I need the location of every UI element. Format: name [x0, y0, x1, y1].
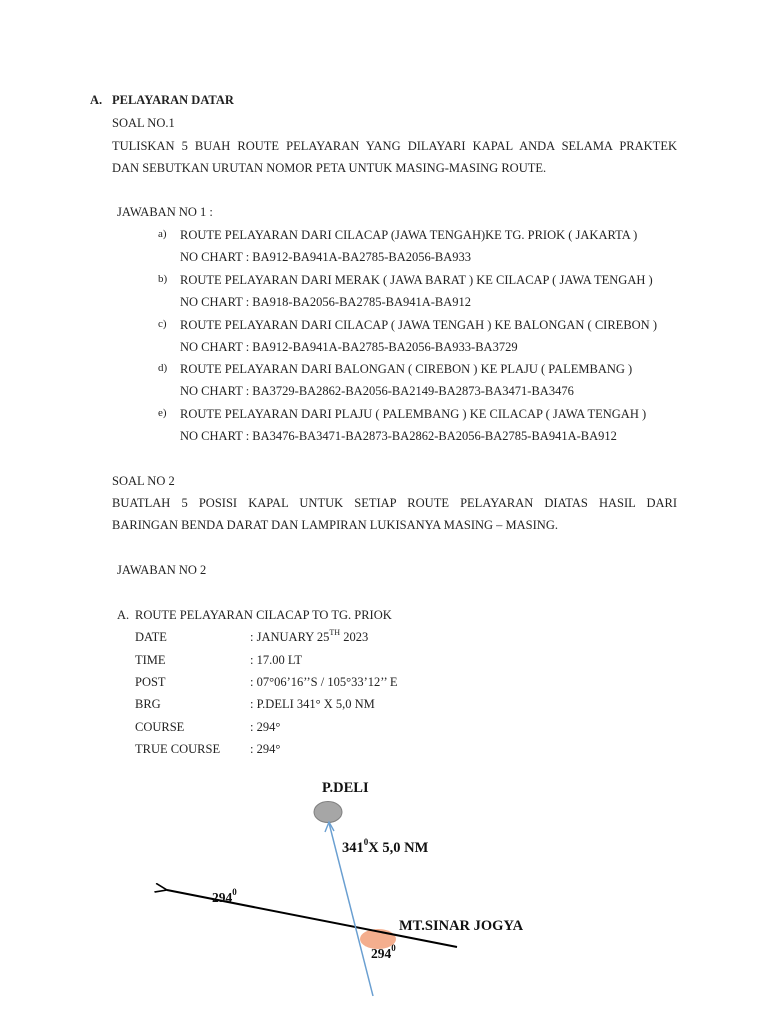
- section-title: PELAYARAN DATAR: [112, 93, 234, 107]
- list-item-chart: NO CHART : BA3729-BA2862-BA2056-BA2149-BA2873-BA3471-BA3476: [180, 384, 574, 398]
- list-item-marker: a): [158, 228, 167, 240]
- list-item-marker: d): [158, 362, 168, 374]
- list-item-chart: NO CHART : BA912-BA941A-BA2785-BA2056-BA933: [180, 250, 472, 264]
- ship-course-label: $294^0$: [371, 943, 396, 961]
- field-value-post: : 07°06’16’’S / 105°33’12’’ E: [250, 675, 398, 689]
- field-key-true-course: TRUE COURSE: [135, 742, 221, 756]
- field-key-course: COURSE: [135, 720, 185, 734]
- list-item-route: ROUTE PELAYARAN DARI PLAJU ( PALEMBANG ) KE CILACAP ( JAWA TENGAH ): [180, 407, 647, 421]
- list-item-marker: c): [158, 318, 167, 330]
- field-value-course: : 294°: [250, 720, 281, 734]
- field-value-true-course: : 294°: [250, 742, 281, 756]
- list-item-route: ROUTE PELAYARAN DARI CILACAP (JAWA TENGAH)KE TG. PRIOK ( JAKARTA ): [180, 228, 638, 242]
- list-item-route: ROUTE PELAYARAN DARI MERAK ( JAWA BARAT ) KE CILACAP ( JAWA TENGAH ): [180, 273, 653, 287]
- field-value-brg: : P.DELI 341° X 5,0 NM: [250, 697, 375, 711]
- field-key-brg: BRG: [135, 697, 161, 711]
- field-key-date: DATE: [135, 630, 167, 644]
- jawaban2-label: JAWABAN NO 2: [117, 563, 207, 577]
- list-item-route: ROUTE PELAYARAN DARI CILACAP ( JAWA TENGAH ) KE BALONGAN ( CIREBON ): [180, 318, 658, 332]
- section-letter: A.: [90, 93, 103, 107]
- landmark-label: P.DELI: [322, 780, 369, 796]
- soal2-line-2: BARINGAN BENDA DARAT DAN LAMPIRAN LUKISANYA MASING – MASING.: [112, 518, 558, 532]
- soal1-label: SOAL NO.1: [112, 116, 175, 130]
- soal1-line-1: TULISKAN 5 BUAH ROUTE PELAYARAN YANG DILAYARI KAPAL ANDA SELAMA PRAKTEK: [112, 139, 677, 153]
- route-marker: A.: [117, 608, 130, 622]
- list-item-route: ROUTE PELAYARAN DARI BALONGAN ( CIREBON ) KE PLAJU ( PALEMBANG ): [180, 362, 633, 376]
- jawaban1-label: JAWABAN NO 1 :: [117, 205, 213, 219]
- list-item-marker: e): [158, 407, 167, 419]
- field-key-post: POST: [135, 675, 166, 689]
- ship-label: MT.SINAR JOGYA: [399, 918, 524, 934]
- landmark-marker: [314, 802, 342, 823]
- list-item-chart: NO CHART : BA918-BA2056-BA2785-BA941A-BA912: [180, 295, 472, 309]
- soal2-line-1: BUATLAH 5 POSISI KAPAL UNTUK SETIAP ROUTE PELAYARAN DIATAS HASIL DARI: [112, 496, 677, 510]
- list-item-chart: NO CHART : BA912-BA941A-BA2785-BA2056-BA933-BA3729: [180, 340, 518, 354]
- soal2-label: SOAL NO 2: [112, 474, 175, 488]
- field-value-date: : JANUARY 25TH 2023: [250, 628, 369, 644]
- list-item-chart: NO CHART : BA3476-BA3471-BA2873-BA2862-BA2056-BA2785-BA941A-BA912: [180, 429, 617, 443]
- field-key-time: TIME: [135, 653, 166, 667]
- course-label: $294^0$: [212, 887, 237, 905]
- route-title: ROUTE PELAYARAN CILACAP TO TG. PRIOK: [135, 608, 392, 622]
- bearing-label: $341^0X$ 5,0 NM: [342, 837, 429, 856]
- list-item-marker: b): [158, 273, 168, 285]
- field-value-time: : 17.00 LT: [250, 653, 302, 667]
- soal1-line-2: DAN SEBUTKAN URUTAN NOMOR PETA UNTUK MASING-MASING ROUTE.: [112, 161, 547, 175]
